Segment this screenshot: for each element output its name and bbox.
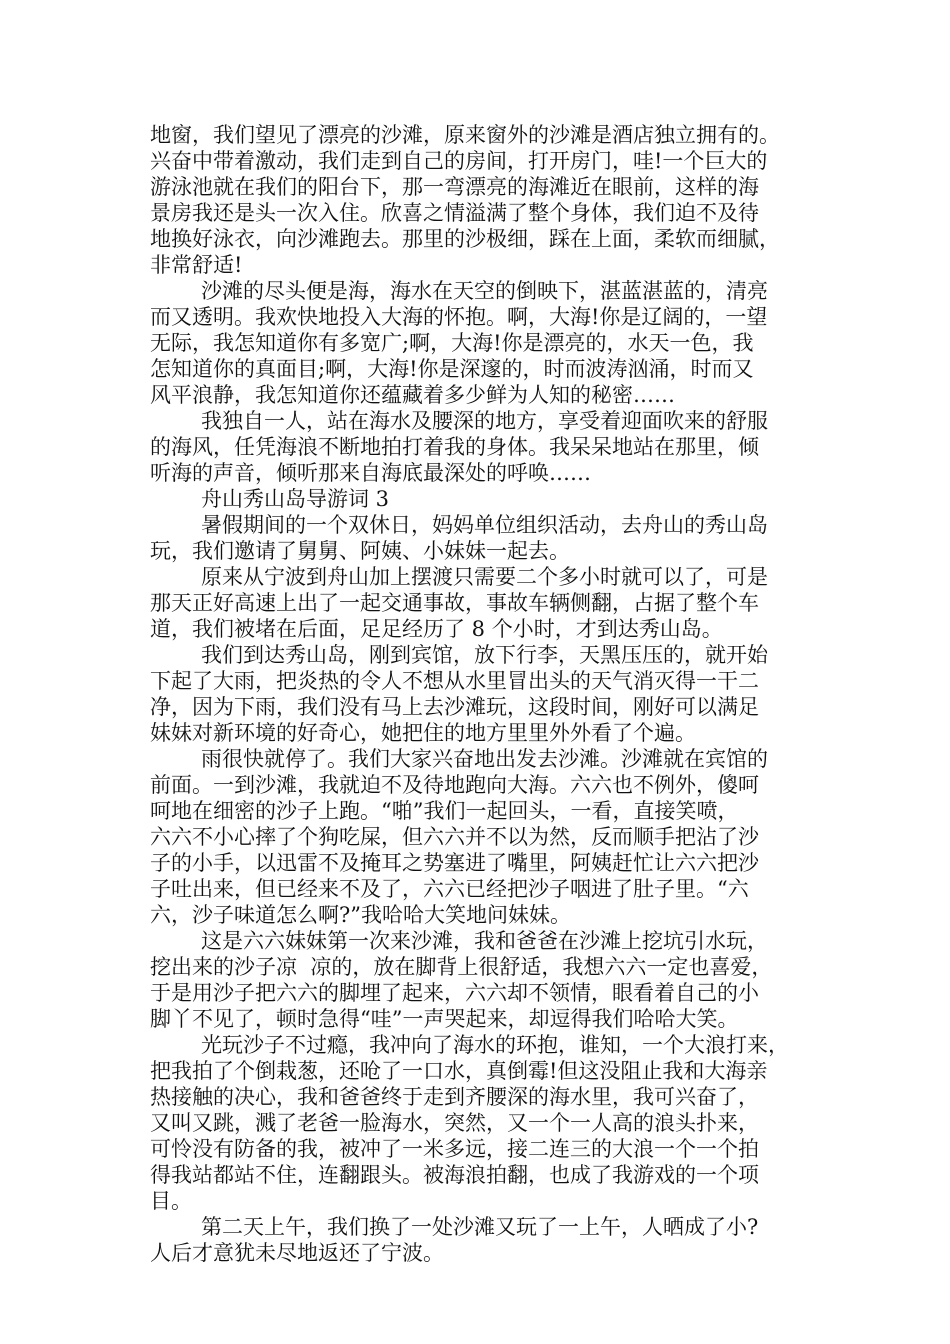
text-line: 暑假期间的一个双休日，妈妈单位组织活动，去舟山的秀山岛: [201, 513, 768, 537]
text-line: 六六不小心摔了个狗吃屎，但六六并不以为然，反而顺手把沾了沙: [150, 825, 759, 849]
text-line: 我独自一人，站在海水及腰深的地方，享受着迎面吹来的舒服: [201, 409, 768, 433]
text-line: 这是六六妹妹第一次来沙滩，我和爸爸在沙滩上挖坑引水玩，: [201, 929, 768, 953]
text-line: 下起了大雨，把炎热的令人不想从水里冒出头的天气消灭得一干二: [150, 669, 759, 693]
text-line: 怎知道你的真面目;啊，大海!你是深邃的，时而波涛汹涌，时而又: [150, 357, 754, 381]
text-line: 光玩沙子不过瘾，我冲向了海水的环抱，谁知，一个大浪打来，: [201, 1033, 789, 1057]
text-line: 子的小手，以迅雷不及掩耳之势塞进了嘴里，阿姨赶忙让六六把沙: [150, 851, 759, 875]
text-line: 那天正好高速上出了一起交通事故，事故车辆侧翻，占据了整个车: [150, 591, 759, 615]
text-line: 而又透明。我欢快地投入大海的怀抱。啊，大海!你是辽阔的，一望: [150, 305, 768, 329]
text-line: 的海风，任凭海浪不断地拍打着我的身体。我呆呆地站在那里，倾: [150, 435, 759, 459]
text-line: 无际，我怎知道你有多宽广;啊，大海!你是漂亮的，水天一色，我: [150, 331, 754, 355]
text-line: 于是用沙子把六六的脚埋了起来，六六却不领情，眼看着自己的小: [150, 981, 759, 1005]
text-line: 人后才意犹未尽地返还了宁波。: [150, 1241, 444, 1265]
text-line: 脚丫不见了，顿时急得“哇”一声哭起来，却逗得我们哈哈大笑。: [150, 1007, 739, 1031]
text-line: 景房我还是头一次入住。欣喜之情溢满了整个身体，我们迫不及待: [150, 201, 759, 225]
text-line: 挖出来的沙子凉 凉的，放在脚背上很舒适，我想六六一定也喜爱，: [150, 955, 773, 979]
text-line: 呵地在细密的沙子上跑。“啪”我们一起回头，一看，直接笑喷，: [150, 799, 739, 823]
text-line: 听海的声音，倾听那来自海底最深处的呼唤……: [150, 461, 591, 485]
text-line: 子吐出来，但已经来不及了，六六已经把沙子咽进了肚子里。“六: [150, 877, 749, 901]
text-line: 又叫又跳，溅了老爸一脸海水，突然，又一个一人高的浪头扑来，: [150, 1111, 759, 1135]
text-line: 沙滩的尽头便是海，海水在天空的倒映下，湛蓝湛蓝的，清亮: [201, 279, 768, 303]
text-line: 妹妹对新环境的好奇心，她把住的地方里里外外看了个遍。: [150, 721, 696, 745]
text-line: 风平浪静，我怎知道你还蕴藏着多少鲜为人知的秘密……: [150, 383, 675, 407]
text-line: 道，我们被堵在后面，足足经历了 8 个小时，才到达秀山岛。: [150, 617, 723, 641]
text-line: 把我拍了个倒栽葱，还呛了一口水，真倒霉!但这没阻止我和大海亲: [150, 1059, 768, 1083]
text-line: 兴奋中带着激动，我们走到自己的房间，打开房门，哇!一个巨大的: [150, 149, 768, 173]
text-line: 原来从宁波到舟山加上摆渡只需要二个多小时就可以了，可是: [201, 565, 768, 589]
text-line: 目。: [150, 1189, 192, 1213]
text-line: 得我站都站不住，连翻跟头。被海浪拍翻，也成了我游戏的一个项: [150, 1163, 759, 1187]
text-line: 前面。一到沙滩，我就迫不及待地跑向大海。六六也不例外，傻呵: [150, 773, 759, 797]
text-line: 玩，我们邀请了舅舅、阿姨、小妹妹一起去。: [150, 539, 570, 563]
text-line: 地窗，我们望见了漂亮的沙滩，原来窗外的沙滩是酒店独立拥有的。: [150, 123, 780, 147]
text-line: 净，因为下雨，我们没有马上去沙滩玩，这段时间，刚好可以满足: [150, 695, 759, 719]
text-line: 非常舒适!: [150, 253, 243, 277]
text-line: 六，沙子味道怎么啊?”我哈哈大笑地问妹妹。: [150, 903, 571, 927]
text-line: 第二天上午，我们换了一处沙滩又玩了一上午，人晒成了小?: [201, 1215, 759, 1239]
text-line: 雨很快就停了。我们大家兴奋地出发去沙滩。沙滩就在宾馆的: [201, 747, 768, 771]
text-line: 游泳池就在我们的阳台下，那一弯漂亮的海滩近在眼前，这样的海: [150, 175, 759, 199]
text-line: 热接触的决心，我和爸爸终于走到齐腰深的海水里，我可兴奋了，: [150, 1085, 759, 1109]
section-heading: 舟山秀山岛导游词 3: [201, 487, 390, 511]
text-line: 可怜没有防备的我，被冲了一米多远，接二连三的大浪一个一个拍: [150, 1137, 759, 1161]
text-line: 地换好泳衣，向沙滩跑去。那里的沙极细，踩在上面，柔软而细腻，: [150, 227, 780, 251]
text-line: 我们到达秀山岛，刚到宾馆，放下行李，天黑压压的，就开始: [201, 643, 768, 667]
